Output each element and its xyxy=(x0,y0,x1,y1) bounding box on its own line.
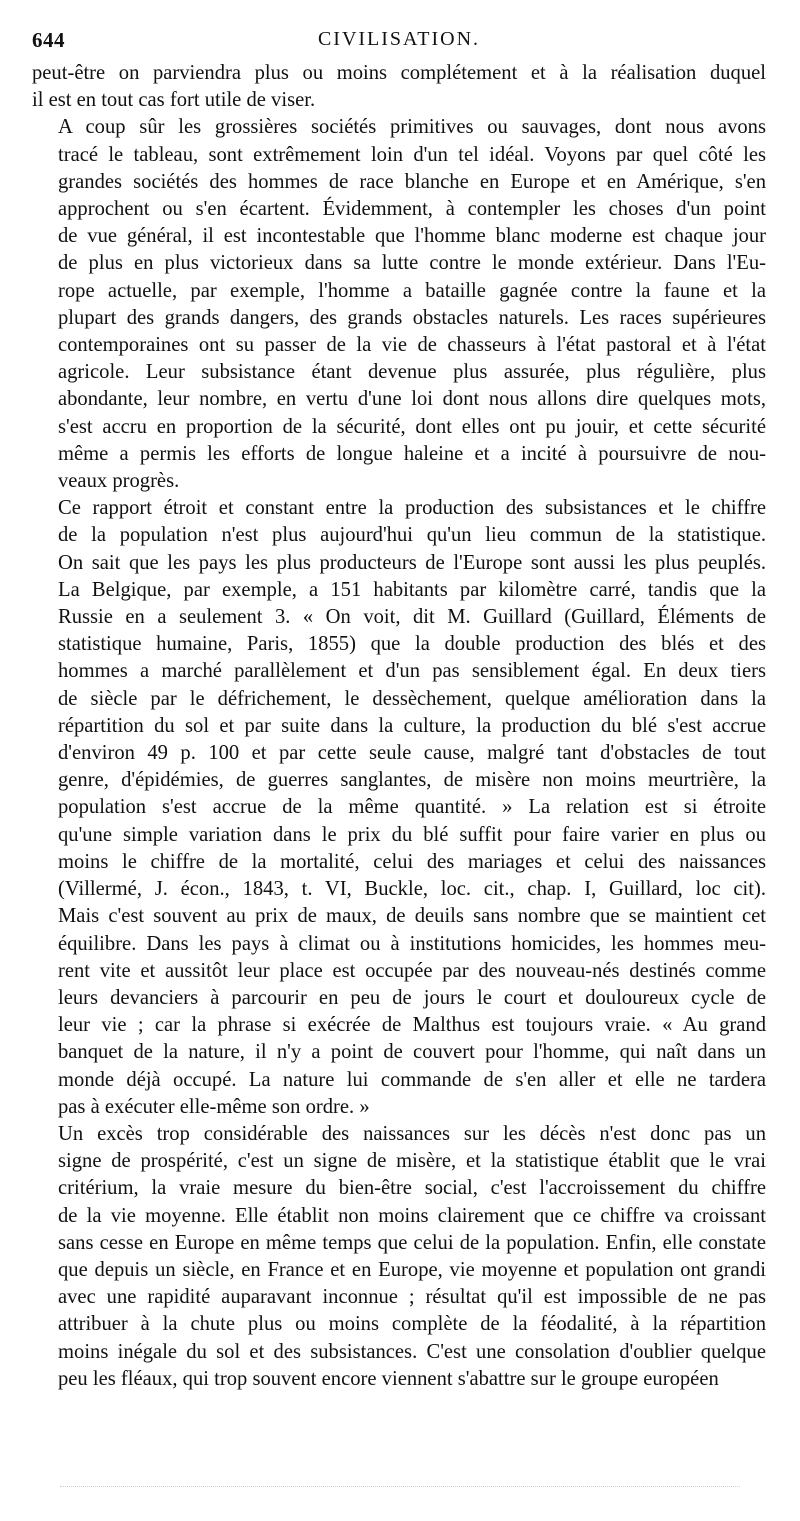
page-header xyxy=(32,28,766,56)
text-line: genre, d'épidémies, de guerres sanglantes, de misère non moins meurtrière, la xyxy=(58,769,766,792)
text-line: attribuer à la chute plus ou moins complète de la féodalité, à la répartition xyxy=(58,1313,766,1336)
text-line: tracé le tableau, sont extrêmement loin d'un tel idéal. Voyons par quel côté les xyxy=(58,143,766,166)
text-line: statistique humaine, Paris, 1855) que la double production des blés et des xyxy=(58,633,766,656)
text-line: de la population n'est plus aujourd'hui qu'un lieu commun de la statistique. xyxy=(58,524,766,547)
running-head: CIVILISATION. xyxy=(317,28,481,50)
text-line: population s'est accrue de la même quantité. » La relation est si étroite xyxy=(58,796,766,819)
text-line: que depuis un siècle, en France et en Europe, vie moyenne et population ont grandi xyxy=(58,1258,766,1281)
text-line: veaux progrès. xyxy=(58,470,180,493)
text-line: de la vie moyenne. Elle établit non moins clairement que ce chiffre va croissant xyxy=(58,1204,766,1227)
paragraph xyxy=(32,114,766,495)
paragraph xyxy=(32,60,766,114)
body-text xyxy=(32,60,766,1393)
text-line: On sait que les pays les plus producteurs de l'Europe sont aussi les plus peuplés. xyxy=(58,551,766,574)
text-line: moins le chiffre de la mortalité, celui des mariages et celui des naissances xyxy=(58,850,766,873)
text-line: (Villermé, J. écon., 1843, t. VI, Buckle, loc. cit., chap. I, Guillard, loc cit). xyxy=(58,878,766,901)
text-line: A coup sûr les grossières sociétés primitives ou sauvages, dont nous avons xyxy=(58,116,766,139)
text-line: de plus en plus victorieux dans sa lutte contre le monde extérieur. Dans l'Eu- xyxy=(58,252,766,275)
text-line: sans cesse en Europe en même temps que celui de la population. Enfin, elle constate xyxy=(58,1231,766,1254)
text-line: répartition du sol et par suite dans la culture, la production du blé s'est accrue xyxy=(58,714,766,737)
text-line: rope actuelle, par exemple, l'homme a bataille gagnée contre la faune et la xyxy=(58,279,766,302)
text-line: monde déjà occupé. La nature lui commande de s'en aller et elle ne tardera xyxy=(58,1068,766,1091)
text-line: même a permis les efforts de longue haleine et a incité à poursuivre de nou- xyxy=(58,442,766,465)
book-page xyxy=(32,28,766,1393)
text-line: Un excès trop considérable des naissances sur les décès n'est donc pas un xyxy=(58,1122,766,1145)
text-line: avec une rapidité auparavant inconnue ; résultat qu'il est impossible de ne pas xyxy=(58,1286,766,1309)
paragraph xyxy=(32,495,766,1121)
text-line: équilibre. Dans les pays à climat ou à institutions homicides, les hommes meu- xyxy=(58,932,766,955)
text-line: Mais c'est souvent au prix de maux, de deuils sans nombre que se maintient cet xyxy=(58,905,766,928)
text-line: de vue général, il est incontestable que l'homme blanc moderne est chaque jour xyxy=(58,225,766,248)
text-line: La Belgique, par exemple, a 151 habitants par kilomètre carré, tandis que la xyxy=(58,578,766,601)
text-line: plupart des grands dangers, des grands obstacles naturels. Les races supérieures xyxy=(58,306,766,329)
text-line: moins inégale du sol et des subsistances. C'est une consolation d'oublier quelque xyxy=(58,1340,766,1363)
text-line: signe de prospérité, c'est un signe de misère, et la statistique établit que le vrai xyxy=(58,1150,766,1173)
text-line: qu'une simple variation dans le prix du blé suffit pour faire varier en plus ou xyxy=(58,823,766,846)
text-line: d'environ 49 p. 100 et par cette seule cause, malgré tant d'obstacles de tout xyxy=(58,742,766,765)
text-line: abondante, leur nombre, en vertu d'une loi dont nous allons dire quelques mots, xyxy=(58,388,766,411)
text-line: peu les fléaux, qui trop souvent encore viennent s'abattre sur le groupe européen xyxy=(58,1367,719,1390)
text-line: peut-être on parviendra plus ou moins complétement et à la réalisation duquel xyxy=(32,62,766,84)
text-line: grandes sociétés des hommes de race blanche en Europe et en Amérique, s'en xyxy=(58,170,766,193)
text-line: Ce rapport étroit et constant entre la production des subsistances et le chiffre xyxy=(58,497,766,520)
text-line: rent vite et aussitôt leur place est occupée par des nouveau-nés destinés comme xyxy=(58,959,766,982)
text-line: leur vie ; car la phrase si exécrée de Malthus est toujours vraie. « Au grand xyxy=(58,1014,766,1037)
text-line: agricole. Leur subsistance étant devenue plus assurée, plus régulière, plus xyxy=(58,361,766,384)
text-line: banquet de la nature, il n'y a point de couvert pour l'homme, qui naît dans un xyxy=(58,1041,766,1064)
text-line: contemporaines ont su passer de la vie de chasseurs à l'état pastoral et à l'état xyxy=(58,334,766,357)
paragraph xyxy=(32,1121,766,1393)
text-line: hommes a marché parallèlement et d'un pas sensiblement égal. En deux tiers xyxy=(58,660,766,683)
text-line: leurs devanciers à parcourir en peu de jours le court et douloureux cycle de xyxy=(58,986,766,1009)
text-line: critérium, la vraie mesure du bien-être social, c'est l'accroissement du chiffre xyxy=(58,1177,766,1200)
text-line: pas à exécuter elle-même son ordre. » xyxy=(58,1095,370,1118)
footer-scan-marks xyxy=(60,1486,740,1487)
page-number: 644 xyxy=(32,28,65,52)
text-line: s'est accru en proportion de la sécurité, dont elles ont pu jouir, et cette sécurité xyxy=(58,415,766,438)
text-line: de siècle par le défrichement, le dessèchement, quelque amélioration dans la xyxy=(58,687,766,710)
text-line: approchent ou s'en écartent. Évidemment, à contempler les choses d'un point xyxy=(58,198,766,221)
text-line: il est en tout cas fort utile de viser. xyxy=(32,89,316,112)
text-line: Russie en a seulement 3. « On voit, dit M. Guillard (Guillard, Éléments de xyxy=(58,606,766,629)
